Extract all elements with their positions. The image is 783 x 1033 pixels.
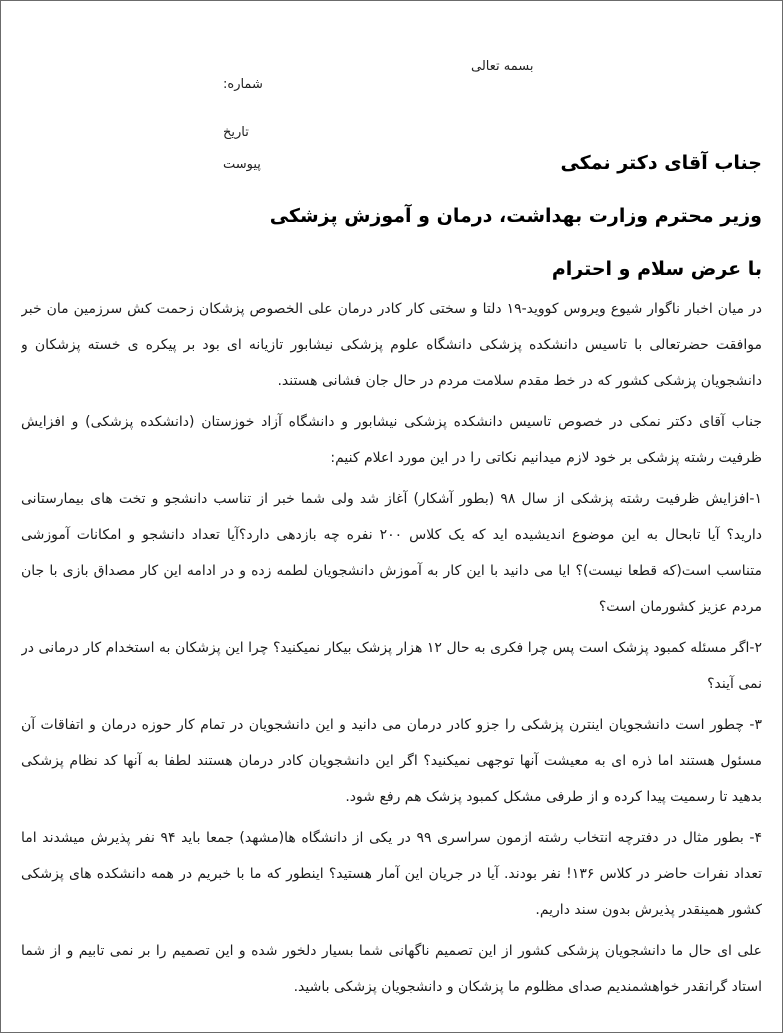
intro-paragraph: در میان اخبار ناگوار شیوع ویروس کووید-۱۹ دلتا و سختی کار کادر درمان علی الخصوص پزشکان زحمت کش سرزمین مان خبر موافقت حضرتعالی با تاسیس دانشکده پزشکی دانشگاه علوم پزشکی نیشابور تازیانه ای بود بر پیکره ی خسته پزشکان و دانشجویان پزشکی کشور که در خط مقدم سلامت مردم در حال جان فشانی هستند. (21, 301, 762, 389)
besmele-text: بسمه تعالی (471, 59, 534, 74)
recipient-heading: جناب آقای دکتر نمکی (560, 152, 762, 174)
point-1-paragraph: ۱-افزایش ظرفیت رشته پزشکی از سال ۹۸ (بطور آشکار) آغاز شد ولی شما خبر از تناسب دانشجو و تخت های بیمارستانی دارید؟ آیا تابحال به این موضوع اندیشیده اید که یک کلاس ۲۰۰ نفره چه بازدهی دارد؟آیا تعداد دانشجو و امکانات آموزشی متناسب است(که قطعا نیست)؟ ایا می دانید با این کار به آموزش دانشجویان لطمه زده و در ادامه این کار مصداق بازی با جان مردم عزیز کشورمان است؟ (21, 491, 762, 615)
letter-headings (21, 151, 762, 310)
closing-paragraph: علی ای حال ما دانشجویان پزشکی کشور از این تصمیم ناگهانی شما بسیار دلخور شده و این تصمیم را بر نمی تابیم و از شما استاد گرانقدر خواهشمندیم صدای مظلوم ما پزشکان و دانشجویان پزشکی باشید. (21, 943, 762, 995)
attachment-label: پیوست (223, 157, 261, 172)
point-4-paragraph: ۴- بطور مثال در دفترچه انتخاب رشته ازمون سراسری ۹۹ در یکی از دانشگاه ها(مشهد) جمعا باید ۹۴ نفر پذیرش میشدند اما تعداد نفرات حاضر در کلاس ۱۳۶! نفر بودند. آیا در جریان این آمار هستید؟ اینطور که ما با خبریم در همه دانشکده های پزشکی کشور همینقدر پذیرش بدون سند داریم. (21, 830, 762, 918)
point-2-paragraph: ۲-اگر مسئله کمبود پزشک است پس چرا فکری به حال ۱۲ هزار پزشک بیکار نمیکنید؟ چرا این پزشکان به استخدام کار درمانی در نمی آیند؟ (21, 640, 762, 692)
date-label: تاریخ (223, 125, 249, 140)
point-3-paragraph: ۳- چطور است دانشجویان اینترن پزشکی را جزو کادر درمان می دانید و این دانشجویان در تمام کار حوزه درمان و اتفاقات آن مسئول هستند اما ذره ای به معیشت آنها توجهی نمیکنید؟ اگر این دانشجویان کادر درمان هستند لطفا به آنها کد نظام پزشکی بدهید تا رسمیت پیدا کرده و از طرفی مشکل کمبود پزشک هم رفع شود. (21, 717, 762, 805)
letter-body (21, 291, 762, 1024)
salutation-heading: با عرض سلام و احترام (551, 258, 762, 280)
number-label: شماره: (223, 77, 263, 92)
recipient-title-heading: وزیر محترم وزارت بهداشت، درمان و آموزش پزشکی (269, 205, 762, 227)
subject-paragraph: جناب آقای دکتر نمکی در خصوص تاسیس دانشکده پزشکی نیشابور و دانشگاه آزاد خوزستان (دانشکده پزشکی) و افزایش ظرفیت رشته پزشکی بر خود لازم میدانیم نکاتی را در این مورد اعلام کنیم: (21, 414, 762, 466)
